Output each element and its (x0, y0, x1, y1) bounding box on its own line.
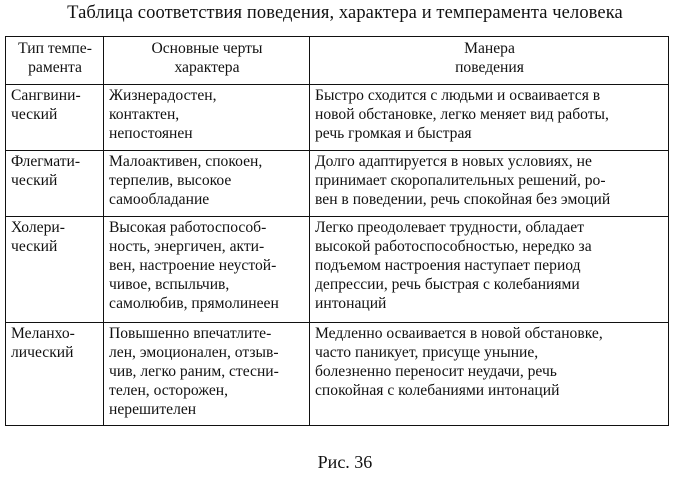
cell-traits: Высокая работоспособ- ность, энергичен, акти- вен, настроение неустой- чивое, вспыльчив, самолюбив, прямолинеен (104, 217, 310, 323)
header-behavior-manner: Манера поведения (310, 37, 669, 85)
table-row-sanguine (6, 85, 669, 151)
cell-type: Меланхо- лический (6, 323, 104, 426)
temperament-table (5, 36, 669, 426)
cell-manner: Легко преодолевает трудности, обладает высокой работоспособностью, нередко за подъемом настроения наступает период депрессии, речь быстрая с колебаниями интонаций (310, 217, 669, 323)
cell-type: Холери- ческий (6, 217, 104, 323)
table-row-melancholic (6, 323, 669, 426)
cell-manner: Быстро сходится с людьми и осваивается в новой обстановке, легко меняет вид работы, речь громкая и быстрая (310, 85, 669, 151)
cell-traits: Повышенно впечатлите- лен, эмоционален, отзыв- чив, легко раним, стесни- телен, осторожен, нерешителен (104, 323, 310, 426)
cell-type: Сангвини- ческий (6, 85, 104, 151)
table-header-row (6, 37, 669, 85)
table-row-choleric (6, 217, 669, 323)
figure-caption: Рис. 36 (317, 452, 373, 472)
cell-manner: Долго адаптируется в новых условиях, не принимает скоропалительных решений, ро- вен в поведении, речь спокойная без эмоций (310, 151, 669, 217)
table-row-phlegmatic (6, 151, 669, 217)
cell-traits: Малоактивен, спокоен, терпелив, высокое самообладание (104, 151, 310, 217)
cell-traits: Жизнерадостен, контактен, непостоянен (104, 85, 310, 151)
cell-type: Флегмати- ческий (6, 151, 104, 217)
header-character-traits: Основные черты характера (104, 37, 310, 85)
table-title: Таблица соответствия поведения, характера и темперамента человека (67, 3, 623, 23)
header-temperament-type: Тип темпе- рамента (6, 37, 104, 85)
cell-manner: Медленно осваивается в новой обстановке, часто паникует, присуще уныние, болезненно переносит неудачи, речь спокойная с колебаниями интонаций (310, 323, 669, 426)
